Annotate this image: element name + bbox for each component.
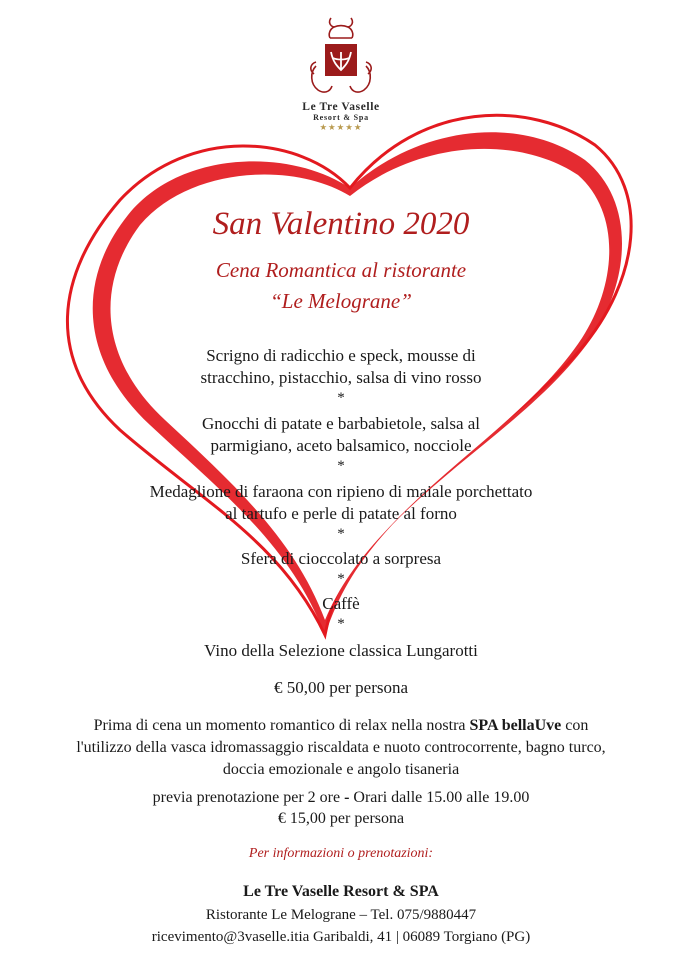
brand-logo xyxy=(291,14,391,133)
dish-5: Caffè xyxy=(322,594,360,613)
footer-restaurant-phone: Ristorante Le Melograne – Tel. 075/9880447 xyxy=(205,907,477,923)
spa-price: € 15,00 per persona xyxy=(277,810,405,827)
spa-name: SPA bellaUve xyxy=(469,717,562,734)
dish-1-line-1: Scrigno di radicchio e speck, mousse di xyxy=(206,346,476,365)
vases-pomegranate-logo-icon xyxy=(306,14,376,100)
dish-1-line-2: stracchino, pistacchio, salsa di vino rosso xyxy=(200,368,482,387)
dish-4: Sfera di cioccolato a sorpresa xyxy=(240,549,442,568)
spa-hours-text: previa prenotazione per 2 ore xyxy=(152,789,345,806)
dish-2-line-1: Gnocchi di patate e barbabietole, salsa al xyxy=(201,414,481,433)
spa-hours-dash: - xyxy=(344,789,350,806)
brand-stars: ★★★★★ xyxy=(319,122,363,132)
spa-line-1-end: con xyxy=(561,717,589,734)
dinner-subtitle: Cena Romantica al ristorante xyxy=(215,258,467,282)
menu-separator: * xyxy=(337,571,345,587)
dinner-price: € 50,00 per persona xyxy=(273,678,409,697)
menu-separator: * xyxy=(337,390,345,406)
brand-name: Le Tre Vaselle xyxy=(302,101,380,113)
menu-separator: * xyxy=(337,458,345,474)
brand-subtitle: Resort & Spa xyxy=(313,113,369,122)
page-title: San Valentino 2020 xyxy=(212,206,470,242)
menu-separator: * xyxy=(337,526,345,542)
footer-address: ricevimento@3vaselle.itia Garibaldi, 41 | 06089 Torgiano (PG) xyxy=(151,929,531,945)
spa-line-1-text: Prima di cena un momento romantico di relax nella nostra xyxy=(93,717,470,734)
spa-hours-times: Orari dalle 15.00 alle 19.00 xyxy=(349,789,530,806)
dish-2-line-2: parmigiano, aceto balsamico, nocciole xyxy=(210,436,472,455)
dish-3-line-1: Medaglione di faraona con ripieno di maiale porchettato xyxy=(149,482,533,501)
spa-line-1 xyxy=(0,716,682,736)
restaurant-name: “Le Melograne” xyxy=(270,289,412,313)
dish-3-line-2: al tartufo e perle di patate al forno xyxy=(225,504,457,523)
spa-hours-line xyxy=(0,788,682,808)
menu-separator: * xyxy=(337,616,345,632)
footer-resort-name: Le Tre Vaselle Resort & SPA xyxy=(243,883,439,900)
spa-line-3: doccia emozionale e angolo tisaneria xyxy=(222,761,460,778)
spa-line-2: l'utilizzo della vasca idromassaggio riscaldata e nuoto controcorrente, bagno turco, xyxy=(76,739,606,756)
info-heading: Per informazioni o prenotazioni: xyxy=(248,846,434,861)
wine-line: Vino della Selezione classica Lungarotti xyxy=(204,641,478,660)
